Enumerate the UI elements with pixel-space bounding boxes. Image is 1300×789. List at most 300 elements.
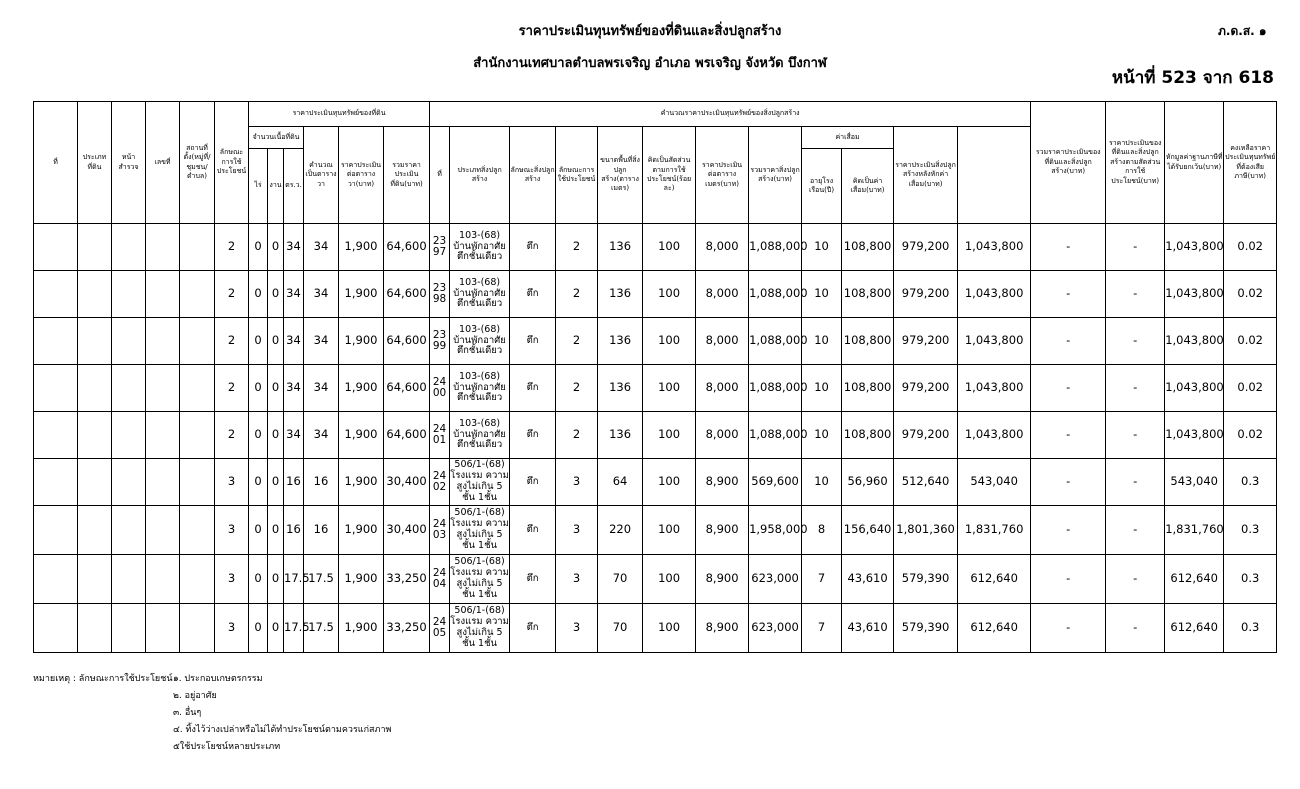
cell-taxable: 612,640 [1165, 604, 1224, 653]
cell-use-ratio: 100 [643, 459, 696, 506]
cell-number [146, 555, 180, 604]
cell-bldg-no: 2404 [430, 555, 450, 604]
cell-after-dep: 979,200 [894, 412, 958, 459]
col-exempt: หักมูลค่าฐานภาษีที่ได้รับยกเว้น(บาท) [1165, 102, 1224, 224]
cell-dep-amount: 108,800 [842, 271, 894, 318]
document-subtitle: สำนักงานเทศบาลตำบลพรเจริญ อำเภอ พรเจริญ จังหวัด บึงกาฬ [473, 56, 827, 71]
cell-land-type [78, 224, 112, 271]
cell-age: 10 [802, 412, 842, 459]
cell-bldg-kind: ตึก [510, 224, 556, 271]
cell-land-use: 2 [215, 271, 249, 318]
cell-age: 10 [802, 318, 842, 365]
cell-bldg-total: 569,600 [749, 459, 802, 506]
col-bldg-kind: ลักษณะสิ่งปลูกสร้าง [510, 127, 556, 224]
cell-dep-amount: 108,800 [842, 365, 894, 412]
cell-calc-sqwa: 16 [304, 459, 339, 506]
cell-use-ratio: 100 [643, 506, 696, 555]
cell-bldg-type: 506/1-(68) โรงแรม ความสูงไม่เกิน 5 ชั้น 1ชั้น [450, 459, 510, 506]
cell-use-ratio: 100 [643, 318, 696, 365]
cell-price-per-sqwa: 1,900 [339, 459, 384, 506]
cell-bldg-kind: ตึก [510, 506, 556, 555]
table-row [34, 224, 1277, 271]
cell-price-per-sqwa: 1,900 [339, 365, 384, 412]
cell-ratio-price: - [1031, 318, 1106, 365]
cell-bldg-use: 2 [556, 318, 598, 365]
col-ratio-price: ราคาประเมินของที่ดินและสิ่งปลูกสร้างตามสัดส่วนการใช้ประโยชน์(บาท) [1106, 102, 1165, 224]
cell-after-dep: 1,801,360 [894, 506, 958, 555]
cell-location [180, 224, 215, 271]
cell-bldg-no: 2401 [430, 412, 450, 459]
cell-tax-rate: 0.3 [1224, 555, 1277, 604]
cell-land-use: 2 [215, 365, 249, 412]
cell-bldg-no: 2402 [430, 459, 450, 506]
cell-bldg-use: 2 [556, 271, 598, 318]
cell-bldg-type: 103-(68) บ้านพักอาศัยตึกชั้นเดียว [450, 412, 510, 459]
cell-land-total: 30,400 [384, 506, 430, 555]
cell-bldg-type: 506/1-(68) โรงแรม ความสูงไม่เกิน 5 ชั้น 1ชั้น [450, 604, 510, 653]
cell-rai: 0 [249, 224, 268, 271]
cell-survey-page [112, 271, 146, 318]
cell-bldg-area: 136 [598, 365, 643, 412]
cell-bldg-total: 623,000 [749, 555, 802, 604]
cell-land-type [78, 604, 112, 653]
cell-sqwa: 16 [284, 459, 304, 506]
cell-calc-sqwa: 17.5 [304, 555, 339, 604]
cell-ngan: 0 [268, 318, 284, 365]
group-building-assessment: คำนวณราคาประเมินทุนทรัพย์ของสิ่งปลูกสร้าง [430, 102, 1031, 127]
cell-use-ratio: 100 [643, 412, 696, 459]
cell-land-use: 3 [215, 604, 249, 653]
cell-ratio-price: - [1031, 412, 1106, 459]
cell-sqwa: 16 [284, 506, 304, 555]
cell-taxable: 543,040 [1165, 459, 1224, 506]
cell-bldg-total: 1,958,000 [749, 506, 802, 555]
cell-bldg-total: 623,000 [749, 604, 802, 653]
cell-no [34, 555, 78, 604]
cell-survey-page [112, 224, 146, 271]
cell-land-use: 3 [215, 555, 249, 604]
cell-price-per-sqm: 8,900 [696, 459, 749, 506]
cell-calc-sqwa: 16 [304, 506, 339, 555]
cell-price-per-sqm: 8,000 [696, 318, 749, 365]
col-rai: ไร่ [249, 149, 268, 224]
cell-sqwa: 34 [284, 318, 304, 365]
cell-bldg-type: 103-(68) บ้านพักอาศัยตึกชั้นเดียว [450, 318, 510, 365]
cell-bldg-total: 1,088,000 [749, 412, 802, 459]
cell-rai: 0 [249, 555, 268, 604]
note-item: ๒. อยู่อาศัย [173, 691, 217, 701]
cell-ratio-price: - [1031, 224, 1106, 271]
cell-bldg-use: 2 [556, 365, 598, 412]
cell-bldg-area: 136 [598, 224, 643, 271]
cell-bldg-area: 70 [598, 555, 643, 604]
cell-land-total: 64,600 [384, 365, 430, 412]
col-bldg-use: ลักษณะการใช้ประโยชน์ [556, 127, 598, 224]
cell-taxable: 1,043,800 [1165, 224, 1224, 271]
cell-age: 8 [802, 506, 842, 555]
cell-ratio-price: - [1031, 555, 1106, 604]
notes-label: หมายเหตุ : ลักษณะการใช้ประโยชน์ [33, 674, 173, 684]
cell-price-per-sqm: 8,900 [696, 555, 749, 604]
table-row [34, 365, 1277, 412]
cell-land-type [78, 459, 112, 506]
col-after-dep: ราคาประเมินสิ่งปลูกสร้างหลังหักค่าเสื่อม(บาท) [894, 127, 958, 224]
cell-dep-amount: 156,640 [842, 506, 894, 555]
col-grand-total: รวมราคาประเมินของที่ดินและสิ่งปลูกสร้าง(บาท) [1031, 102, 1106, 224]
cell-use-ratio: 100 [643, 604, 696, 653]
cell-number [146, 412, 180, 459]
cell-location [180, 555, 215, 604]
cell-sqwa: 17.5 [284, 555, 304, 604]
table-row [34, 506, 1277, 555]
col-use-ratio: คิดเป็นสัดส่วนตามการใช้ประโยชน์(ร้อยละ) [643, 127, 696, 224]
col-bldg-area: ขนาดพื้นที่สิ่งปลูกสร้าง(ตารางเมตร) [598, 127, 643, 224]
cell-after-dep: 512,640 [894, 459, 958, 506]
cell-grand-total: 1,043,800 [958, 318, 1031, 365]
cell-land-type [78, 412, 112, 459]
cell-after-dep: 579,390 [894, 604, 958, 653]
cell-exempt: - [1106, 271, 1165, 318]
cell-bldg-area: 220 [598, 506, 643, 555]
cell-sqwa: 34 [284, 412, 304, 459]
cell-calc-sqwa: 34 [304, 224, 339, 271]
cell-land-use: 2 [215, 318, 249, 365]
cell-number [146, 318, 180, 365]
cell-price-per-sqwa: 1,900 [339, 271, 384, 318]
cell-ngan: 0 [268, 365, 284, 412]
cell-exempt: - [1106, 555, 1165, 604]
cell-sqwa: 17.5 [284, 604, 304, 653]
cell-exempt: - [1106, 365, 1165, 412]
table-row [34, 412, 1277, 459]
cell-number [146, 506, 180, 555]
cell-bldg-kind: ตึก [510, 365, 556, 412]
cell-taxable: 1,831,760 [1165, 506, 1224, 555]
cell-grand-total: 612,640 [958, 555, 1031, 604]
cell-land-total: 64,600 [384, 412, 430, 459]
cell-after-dep: 979,200 [894, 318, 958, 365]
cell-land-type [78, 271, 112, 318]
cell-use-ratio: 100 [643, 271, 696, 318]
cell-dep-amount: 108,800 [842, 224, 894, 271]
cell-tax-rate: 0.02 [1224, 271, 1277, 318]
col-location: สถานที่ตั้ง(หมู่ที่/ชุมชน/ตำบล) [180, 102, 215, 224]
cell-ngan: 0 [268, 271, 284, 318]
cell-bldg-use: 3 [556, 604, 598, 653]
cell-bldg-kind: ตึก [510, 412, 556, 459]
cell-no [34, 271, 78, 318]
table-row [34, 318, 1277, 365]
cell-grand-total: 1,043,800 [958, 365, 1031, 412]
col-land-use: ลักษณะการใช้ประโยชน์ [215, 102, 249, 224]
cell-location [180, 604, 215, 653]
cell-calc-sqwa: 17.5 [304, 604, 339, 653]
cell-land-total: 33,250 [384, 604, 430, 653]
form-code: ภ.ด.ส. ๑ [1218, 24, 1267, 38]
cell-bldg-area: 136 [598, 318, 643, 365]
cell-no [34, 224, 78, 271]
cell-bldg-type: 103-(68) บ้านพักอาศัยตึกชั้นเดียว [450, 365, 510, 412]
cell-rai: 0 [249, 318, 268, 365]
col-age: อายุโรงเรือน(ปี) [802, 149, 842, 224]
notes-section [33, 671, 391, 756]
cell-price-per-sqwa: 1,900 [339, 224, 384, 271]
cell-survey-page [112, 555, 146, 604]
cell-bldg-kind: ตึก [510, 318, 556, 365]
col-taxable: คงเหลือราคาประเมินทุนทรัพย์ที่ต้องเสียภาษี(บาท) [1224, 102, 1277, 224]
cell-no [34, 365, 78, 412]
cell-land-total: 33,250 [384, 555, 430, 604]
cell-ratio-price: - [1031, 506, 1106, 555]
table-row [34, 604, 1277, 653]
cell-ngan: 0 [268, 459, 284, 506]
cell-tax-rate: 0.02 [1224, 224, 1277, 271]
col-land-total: รวมราคาประเมินที่ดิน(บาท) [384, 127, 430, 224]
cell-bldg-no: 2403 [430, 506, 450, 555]
cell-dep-amount: 108,800 [842, 412, 894, 459]
cell-location [180, 271, 215, 318]
cell-grand-total: 612,640 [958, 604, 1031, 653]
cell-bldg-total: 1,088,000 [749, 224, 802, 271]
cell-no [34, 318, 78, 365]
cell-rai: 0 [249, 365, 268, 412]
cell-bldg-use: 2 [556, 224, 598, 271]
cell-calc-sqwa: 34 [304, 271, 339, 318]
cell-taxable: 1,043,800 [1165, 412, 1224, 459]
cell-price-per-sqwa: 1,900 [339, 555, 384, 604]
assessment-table [33, 101, 1277, 653]
cell-age: 7 [802, 604, 842, 653]
cell-after-dep: 579,390 [894, 555, 958, 604]
cell-land-type [78, 555, 112, 604]
cell-bldg-type: 506/1-(68) โรงแรม ความสูงไม่เกิน 5 ชั้น 1ชั้น [450, 506, 510, 555]
cell-land-type [78, 506, 112, 555]
cell-rai: 0 [249, 412, 268, 459]
group-depreciation: ค่าเสื่อม [802, 127, 894, 149]
cell-location [180, 365, 215, 412]
cell-after-dep: 979,200 [894, 271, 958, 318]
col-bldg-no: ที่ [430, 127, 450, 224]
cell-ngan: 0 [268, 604, 284, 653]
table-row [34, 555, 1277, 604]
cell-age: 10 [802, 271, 842, 318]
cell-land-total: 30,400 [384, 459, 430, 506]
cell-use-ratio: 100 [643, 224, 696, 271]
cell-taxable: 1,043,800 [1165, 318, 1224, 365]
cell-location [180, 318, 215, 365]
cell-ratio-price: - [1031, 365, 1106, 412]
col-survey-page: หน้าสำรวจ [112, 102, 146, 224]
table-row [34, 459, 1277, 506]
cell-number [146, 365, 180, 412]
cell-use-ratio: 100 [643, 365, 696, 412]
cell-age: 10 [802, 224, 842, 271]
col-calc-sqwa: คำนวณเป็นตารางวา [304, 127, 339, 224]
cell-taxable: 612,640 [1165, 555, 1224, 604]
cell-exempt: - [1106, 506, 1165, 555]
cell-bldg-no: 2397 [430, 224, 450, 271]
cell-age: 10 [802, 459, 842, 506]
cell-survey-page [112, 318, 146, 365]
cell-rai: 0 [249, 506, 268, 555]
cell-bldg-no: 2400 [430, 365, 450, 412]
cell-price-per-sqwa: 1,900 [339, 604, 384, 653]
note-item: ๑. ประกอบเกษตรกรรม [173, 674, 263, 684]
cell-calc-sqwa: 34 [304, 318, 339, 365]
cell-ngan: 0 [268, 555, 284, 604]
cell-tax-rate: 0.3 [1224, 604, 1277, 653]
cell-tax-rate: 0.3 [1224, 459, 1277, 506]
cell-number [146, 224, 180, 271]
cell-price-per-sqwa: 1,900 [339, 412, 384, 459]
cell-taxable: 1,043,800 [1165, 271, 1224, 318]
cell-location [180, 506, 215, 555]
cell-use-ratio: 100 [643, 555, 696, 604]
cell-survey-page [112, 365, 146, 412]
col-bldg-type: ประเภทสิ่งปลูกสร้าง [450, 127, 510, 224]
document-title: ราคาประเมินทุนทรัพย์ของที่ดินและสิ่งปลูกสร้าง [518, 24, 782, 39]
cell-grand-total: 1,043,800 [958, 271, 1031, 318]
cell-sqwa: 34 [284, 224, 304, 271]
cell-calc-sqwa: 34 [304, 365, 339, 412]
cell-number [146, 271, 180, 318]
cell-dep-amount: 108,800 [842, 318, 894, 365]
cell-ngan: 0 [268, 412, 284, 459]
cell-no [34, 506, 78, 555]
cell-price-per-sqwa: 1,900 [339, 506, 384, 555]
cell-bldg-area: 70 [598, 604, 643, 653]
cell-bldg-area: 64 [598, 459, 643, 506]
cell-rai: 0 [249, 604, 268, 653]
cell-land-total: 64,600 [384, 318, 430, 365]
cell-sqwa: 34 [284, 365, 304, 412]
col-price-per-sqwa: ราคาประเมินต่อตารางวา(บาท) [339, 127, 384, 224]
cell-age: 10 [802, 365, 842, 412]
cell-rai: 0 [249, 271, 268, 318]
note-item: ๓. อื่นๆ [173, 708, 202, 718]
cell-grand-total: 1,043,800 [958, 224, 1031, 271]
cell-survey-page [112, 412, 146, 459]
cell-location [180, 412, 215, 459]
cell-number [146, 604, 180, 653]
cell-price-per-sqm: 8,000 [696, 271, 749, 318]
cell-land-use: 2 [215, 224, 249, 271]
cell-price-per-sqm: 8,000 [696, 224, 749, 271]
cell-tax-rate: 0.02 [1224, 318, 1277, 365]
cell-price-per-sqm: 8,000 [696, 365, 749, 412]
cell-land-type [78, 318, 112, 365]
cell-age: 7 [802, 555, 842, 604]
cell-rai: 0 [249, 459, 268, 506]
col-dep-amount: คิดเป็นค่าเสื่อม(บาท) [842, 149, 894, 224]
cell-survey-page [112, 604, 146, 653]
table-row [34, 271, 1277, 318]
cell-ratio-price: - [1031, 459, 1106, 506]
cell-price-per-sqm: 8,000 [696, 412, 749, 459]
cell-bldg-type: 103-(68) บ้านพักอาศัยตึกชั้นเดียว [450, 224, 510, 271]
cell-land-use: 3 [215, 459, 249, 506]
cell-bldg-type: 103-(68) บ้านพักอาศัยตึกชั้นเดียว [450, 271, 510, 318]
cell-price-per-sqm: 8,900 [696, 506, 749, 555]
cell-ratio-price: - [1031, 604, 1106, 653]
cell-dep-amount: 43,610 [842, 555, 894, 604]
cell-land-type [78, 365, 112, 412]
cell-location [180, 459, 215, 506]
cell-bldg-total: 1,088,000 [749, 318, 802, 365]
cell-bldg-use: 3 [556, 555, 598, 604]
cell-number [146, 459, 180, 506]
cell-survey-page [112, 506, 146, 555]
cell-survey-page [112, 459, 146, 506]
cell-after-dep: 979,200 [894, 224, 958, 271]
col-land-type: ประเภทที่ดิน [78, 102, 112, 224]
group-land-assessment: ราคาประเมินทุนทรัพย์ของที่ดิน [249, 102, 430, 127]
cell-land-use: 3 [215, 506, 249, 555]
cell-bldg-use: 2 [556, 412, 598, 459]
cell-no [34, 412, 78, 459]
cell-ngan: 0 [268, 224, 284, 271]
col-bldg-total: รวมราคาสิ่งปลูกสร้าง(บาท) [749, 127, 802, 224]
cell-land-total: 64,600 [384, 271, 430, 318]
cell-dep-amount: 43,610 [842, 604, 894, 653]
cell-exempt: - [1106, 318, 1165, 365]
cell-bldg-use: 3 [556, 459, 598, 506]
cell-bldg-no: 2398 [430, 271, 450, 318]
cell-exempt: - [1106, 224, 1165, 271]
cell-land-use: 2 [215, 412, 249, 459]
col-ngan: งาน [268, 149, 284, 224]
cell-grand-total: 543,040 [958, 459, 1031, 506]
cell-ngan: 0 [268, 506, 284, 555]
cell-no [34, 459, 78, 506]
cell-exempt: - [1106, 459, 1165, 506]
cell-after-dep: 979,200 [894, 365, 958, 412]
note-item: ๕ใช้ประโยชน์หลายประเภท [173, 742, 281, 752]
cell-sqwa: 34 [284, 271, 304, 318]
cell-dep-amount: 56,960 [842, 459, 894, 506]
cell-exempt: - [1106, 412, 1165, 459]
cell-grand-total: 1,043,800 [958, 412, 1031, 459]
cell-bldg-kind: ตึก [510, 459, 556, 506]
cell-bldg-area: 136 [598, 412, 643, 459]
cell-calc-sqwa: 34 [304, 412, 339, 459]
cell-bldg-no: 2399 [430, 318, 450, 365]
cell-ratio-price: - [1031, 271, 1106, 318]
cell-tax-rate: 0.02 [1224, 412, 1277, 459]
cell-bldg-no: 2405 [430, 604, 450, 653]
cell-bldg-kind: ตึก [510, 555, 556, 604]
cell-bldg-use: 3 [556, 506, 598, 555]
col-price-per-sqm: ราคาประเมินต่อตารางเมตร(บาท) [696, 127, 749, 224]
cell-bldg-kind: ตึก [510, 604, 556, 653]
note-item: ๔. ทิ้งไว้ว่างเปล่าหรือไม่ได้ทำประโยชน์ตามควรแก่สภาพ [173, 725, 392, 735]
cell-bldg-total: 1,088,000 [749, 271, 802, 318]
cell-bldg-total: 1,088,000 [749, 365, 802, 412]
cell-bldg-type: 506/1-(68) โรงแรม ความสูงไม่เกิน 5 ชั้น 1ชั้น [450, 555, 510, 604]
cell-bldg-area: 136 [598, 271, 643, 318]
cell-exempt: - [1106, 604, 1165, 653]
cell-price-per-sqm: 8,900 [696, 604, 749, 653]
col-number: เลขที่ [146, 102, 180, 224]
group-land-area: จำนวนเนื้อที่ดิน [249, 127, 304, 149]
page-info: หน้าที่ 523 จาก 618 [1111, 68, 1274, 88]
cell-bldg-kind: ตึก [510, 271, 556, 318]
cell-taxable: 1,043,800 [1165, 365, 1224, 412]
cell-price-per-sqwa: 1,900 [339, 318, 384, 365]
col-sqwa: ตร.ว. [284, 149, 304, 224]
cell-no [34, 604, 78, 653]
col-no: ที่ [34, 102, 78, 224]
